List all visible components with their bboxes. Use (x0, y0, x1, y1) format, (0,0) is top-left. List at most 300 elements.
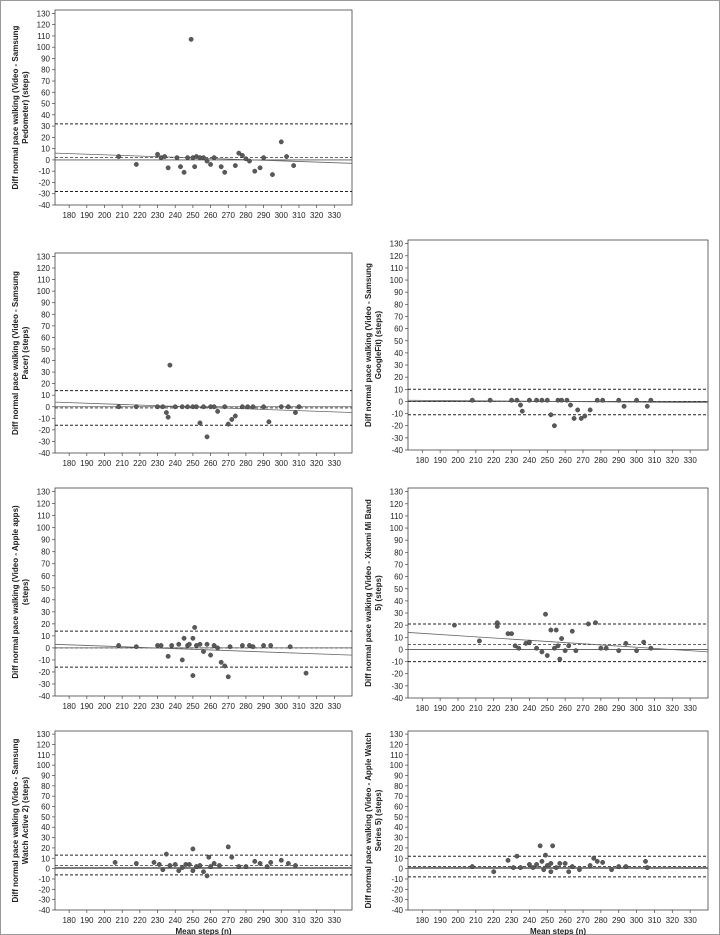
data-point (185, 405, 189, 409)
chart-panel-4 (11, 488, 352, 711)
y-tick-label: 40 (394, 596, 403, 606)
data-point (212, 861, 216, 865)
data-point (583, 414, 587, 418)
data-point (518, 403, 522, 407)
x-tick-label: 310 (292, 211, 306, 220)
y-tick-label: 30 (41, 607, 50, 617)
data-point (134, 405, 138, 409)
y-tick-label: 90 (41, 54, 50, 64)
x-tick-label: 200 (451, 456, 465, 465)
data-point (201, 405, 205, 409)
x-tick-label: 270 (221, 459, 235, 468)
y-tick-label: 10 (394, 633, 403, 643)
y-tick-label: 0 (45, 155, 50, 165)
x-tick-label: 220 (133, 211, 147, 220)
data-point (649, 398, 653, 402)
y-axis-label-line: (steps) (21, 578, 30, 606)
data-point (291, 163, 295, 167)
data-point (230, 417, 234, 421)
y-tick-label: 0 (398, 645, 403, 655)
data-point (152, 860, 156, 864)
y-tick-label: 60 (41, 802, 50, 812)
data-point (270, 172, 274, 176)
data-point (545, 653, 549, 657)
x-tick-label: 320 (665, 916, 679, 925)
y-axis-label-line: Diff normal pace walking (Video - Apple apps) (11, 505, 20, 679)
x-tick-label: 330 (683, 456, 697, 465)
y-tick-label: -10 (38, 414, 50, 424)
y-tick-label: 30 (394, 833, 403, 843)
data-point (166, 166, 170, 170)
y-tick-label: 110 (37, 750, 50, 760)
data-point (173, 862, 177, 866)
x-tick-label: 180 (415, 916, 429, 925)
data-point (223, 664, 227, 668)
data-point (495, 624, 499, 628)
data-point (477, 639, 481, 643)
data-point (194, 405, 198, 409)
x-tick-label: 280 (239, 211, 253, 220)
data-point (540, 650, 544, 654)
plot-area (408, 240, 708, 450)
x-tick-label: 250 (540, 456, 554, 465)
x-tick-label: 220 (133, 702, 147, 711)
data-point (577, 867, 581, 871)
chart-panel-2 (11, 252, 352, 468)
data-point (645, 404, 649, 408)
data-point (527, 640, 531, 644)
y-tick-label: 40 (394, 348, 403, 358)
data-point (509, 631, 513, 635)
data-point (558, 657, 562, 661)
data-point (470, 398, 474, 402)
data-point (230, 855, 234, 859)
x-tick-label: 330 (327, 459, 342, 468)
x-tick-label: 310 (647, 704, 662, 713)
chart-panel-1 (11, 9, 352, 220)
y-tick-label: 70 (41, 77, 50, 87)
y-tick-label: 90 (394, 288, 403, 298)
data-point (509, 398, 513, 402)
y-tick-label: 130 (389, 239, 403, 249)
x-tick-label: 270 (221, 211, 235, 220)
data-point (542, 867, 546, 871)
data-point (268, 643, 272, 647)
data-point (207, 855, 211, 859)
y-tick-label: 120 (389, 740, 403, 750)
y-axis-label-line: Series 5) (steps) (374, 789, 383, 852)
data-point (540, 859, 544, 863)
data-point (166, 415, 170, 419)
data-point (258, 861, 262, 865)
x-tick-label: 320 (309, 916, 324, 925)
data-point (116, 643, 120, 647)
data-point (212, 155, 216, 159)
data-point (205, 435, 209, 439)
x-tick-label: 210 (469, 916, 483, 925)
data-point (268, 860, 272, 864)
data-point (565, 398, 569, 402)
x-tick-label: 240 (168, 702, 182, 711)
y-tick-label: 130 (389, 487, 403, 497)
plot-area (55, 10, 352, 205)
x-tick-label: 240 (522, 916, 537, 925)
data-point (595, 859, 599, 863)
y-tick-label: 10 (41, 144, 50, 154)
y-tick-label: 30 (41, 368, 50, 378)
data-point (288, 645, 292, 649)
data-point (543, 612, 547, 616)
y-tick-label: 30 (394, 361, 403, 371)
data-point (201, 155, 205, 159)
data-point (549, 628, 553, 632)
data-point (134, 645, 138, 649)
data-point (634, 648, 638, 652)
data-point (284, 154, 288, 158)
y-tick-label: 60 (41, 88, 50, 98)
data-point (212, 405, 216, 409)
x-tick-label: 180 (62, 702, 76, 711)
data-point (642, 640, 646, 644)
x-tick-label: 310 (292, 702, 306, 711)
data-point (247, 159, 251, 163)
data-point (297, 405, 301, 409)
x-tick-label: 210 (115, 459, 129, 468)
data-point (649, 646, 653, 650)
y-tick-label: -30 (38, 437, 50, 447)
data-point (600, 860, 604, 864)
y-axis-label-line: Diff normal pace walking (Video - Samsung (364, 263, 373, 427)
data-point (261, 155, 265, 159)
x-axis-label: Mean steps (n) (175, 927, 232, 935)
y-tick-label: -10 (38, 655, 50, 665)
data-point (534, 862, 538, 866)
data-point (226, 422, 230, 426)
y-tick-label: 100 (389, 524, 403, 534)
y-tick-label: 60 (394, 572, 403, 582)
x-tick-label: 190 (80, 702, 94, 711)
data-point (572, 416, 576, 420)
y-axis-label-line: Diff normal pace walking (Video - Samsung (11, 271, 20, 435)
y-tick-label: 100 (36, 43, 50, 53)
data-point (166, 654, 170, 658)
y-tick-label: 60 (41, 333, 50, 343)
x-tick-label: 320 (309, 702, 324, 711)
y-tick-label: -20 (38, 885, 50, 895)
x-tick-label: 180 (415, 704, 429, 713)
y-tick-label: 130 (389, 730, 403, 740)
data-point (645, 865, 649, 869)
y-tick-label: -20 (391, 669, 403, 679)
y-tick-label: 110 (37, 511, 50, 521)
data-point (233, 414, 237, 418)
data-point (588, 408, 592, 412)
y-tick-label: 40 (394, 823, 403, 833)
x-tick-label: 270 (576, 704, 590, 713)
x-tick-label: 290 (256, 702, 271, 711)
x-tick-label: 270 (221, 702, 235, 711)
y-tick-label: 130 (36, 9, 50, 19)
data-point (549, 861, 553, 865)
x-tick-label: 280 (239, 916, 253, 925)
x-tick-label: 220 (487, 704, 501, 713)
chart-panel-7 (364, 730, 708, 935)
data-point (191, 868, 195, 872)
y-tick-label: 40 (41, 823, 50, 833)
data-point (223, 405, 227, 409)
y-tick-label: 40 (41, 595, 50, 605)
data-point (567, 644, 571, 648)
y-tick-label: 120 (36, 20, 50, 30)
chart-panel-3 (364, 240, 708, 465)
y-axis-label-line: Watch Active 2) (steps) (21, 776, 30, 865)
data-point (205, 159, 209, 163)
data-point (549, 413, 553, 417)
x-tick-label: 300 (274, 916, 288, 925)
data-point (520, 409, 524, 413)
chart-panel-6 (11, 730, 352, 935)
data-point (237, 864, 241, 868)
x-tick-label: 330 (327, 702, 342, 711)
y-tick-label: 60 (394, 324, 403, 334)
data-point (559, 398, 563, 402)
data-point (609, 867, 613, 871)
y-tick-label: 40 (41, 110, 50, 120)
data-point (185, 155, 189, 159)
plot-area (55, 731, 352, 910)
data-point (191, 673, 195, 677)
data-point (261, 405, 265, 409)
x-tick-label: 240 (168, 916, 182, 925)
y-tick-label: 0 (45, 643, 50, 653)
x-tick-label: 290 (612, 456, 626, 465)
y-tick-label: 100 (389, 276, 403, 286)
data-point (563, 648, 567, 652)
x-tick-label: 220 (133, 459, 147, 468)
data-point (558, 861, 562, 865)
y-tick-label: -30 (391, 433, 403, 443)
data-point (600, 398, 604, 402)
data-point (599, 646, 603, 650)
y-tick-label: 20 (394, 621, 403, 631)
x-tick-label: 210 (469, 456, 483, 465)
x-tick-label: 260 (203, 916, 218, 925)
data-point (155, 152, 159, 156)
x-tick-label: 200 (97, 702, 112, 711)
data-point (286, 861, 290, 865)
y-tick-label: 90 (41, 298, 50, 308)
data-point (240, 405, 244, 409)
x-tick-label: 290 (256, 916, 271, 925)
y-tick-label: -10 (391, 409, 403, 419)
data-point (205, 642, 209, 646)
y-tick-label: 120 (36, 264, 50, 274)
y-tick-label: -40 (38, 692, 50, 701)
data-point (617, 864, 621, 868)
x-tick-label: 330 (327, 916, 342, 925)
x-tick-label: 200 (451, 704, 465, 713)
x-tick-label: 260 (558, 916, 572, 925)
data-point (570, 864, 574, 868)
x-tick-label: 230 (150, 702, 165, 711)
x-tick-label: 330 (683, 704, 697, 713)
y-axis-label-line: Pacer) (steps) (21, 326, 30, 380)
x-tick-label: 310 (647, 456, 662, 465)
x-tick-label: 200 (97, 211, 112, 220)
x-tick-label: 210 (115, 916, 129, 925)
x-tick-label: 250 (186, 211, 200, 220)
data-point (540, 398, 544, 402)
y-axis-label (11, 25, 30, 189)
x-tick-label: 210 (115, 211, 129, 220)
x-tick-label: 270 (576, 916, 590, 925)
y-tick-label: 100 (36, 287, 50, 297)
y-tick-label: -30 (38, 895, 50, 905)
x-tick-label: 240 (168, 211, 182, 220)
y-tick-label: -30 (38, 189, 50, 199)
y-tick-label: -40 (38, 201, 50, 210)
data-point (304, 671, 308, 675)
data-point (226, 845, 230, 849)
x-tick-label: 300 (274, 459, 288, 468)
x-tick-label: 310 (647, 916, 662, 925)
x-tick-label: 300 (274, 211, 288, 220)
data-point (527, 398, 531, 402)
data-point (534, 398, 538, 402)
data-point (568, 403, 572, 407)
plot-area (55, 253, 352, 453)
data-point (189, 37, 193, 41)
x-tick-label: 230 (504, 704, 519, 713)
x-tick-label: 270 (221, 916, 235, 925)
y-tick-label: 10 (41, 391, 50, 401)
x-tick-label: 240 (168, 459, 182, 468)
x-tick-label: 330 (327, 211, 342, 220)
data-point (168, 363, 172, 367)
y-axis-label (11, 738, 30, 902)
trend-line (408, 632, 708, 651)
y-tick-label: 40 (41, 356, 50, 366)
y-tick-label: 100 (36, 523, 50, 533)
x-tick-label: 220 (133, 916, 147, 925)
x-tick-label: 220 (487, 916, 501, 925)
data-point (586, 622, 590, 626)
x-tick-label: 250 (186, 702, 200, 711)
x-tick-label: 290 (612, 704, 626, 713)
data-point (182, 170, 186, 174)
y-tick-label: 60 (41, 571, 50, 581)
x-tick-label: 200 (451, 916, 465, 925)
y-tick-label: 50 (394, 812, 403, 822)
x-tick-label: 200 (97, 916, 112, 925)
x-tick-label: 230 (150, 459, 165, 468)
data-point (226, 675, 230, 679)
y-tick-label: 0 (398, 397, 403, 407)
data-point (180, 405, 184, 409)
data-point (215, 409, 219, 413)
data-point (164, 852, 168, 856)
y-axis-label-line: 5) (steps) (374, 575, 383, 611)
data-point (452, 623, 456, 627)
data-point (492, 870, 496, 874)
data-point (205, 874, 209, 878)
y-tick-label: 20 (394, 843, 403, 853)
y-tick-label: -20 (38, 667, 50, 677)
y-tick-label: 80 (41, 65, 50, 75)
x-tick-label: 180 (62, 211, 76, 220)
x-tick-label: 280 (239, 459, 253, 468)
y-tick-label: 90 (41, 771, 50, 781)
x-tick-label: 300 (629, 456, 644, 465)
y-tick-label: 80 (41, 310, 50, 320)
data-point (116, 405, 120, 409)
y-tick-label: -10 (38, 874, 50, 884)
data-point (570, 629, 574, 633)
data-point (187, 642, 191, 646)
y-tick-label: -20 (38, 178, 50, 188)
y-tick-label: 110 (390, 750, 403, 760)
x-tick-label: 230 (504, 916, 519, 925)
data-point (258, 166, 262, 170)
data-point (261, 643, 265, 647)
x-tick-label: 280 (594, 916, 608, 925)
x-tick-label: 180 (62, 459, 76, 468)
x-tick-label: 260 (203, 702, 218, 711)
data-point (567, 870, 571, 874)
y-tick-label: 50 (41, 583, 50, 593)
x-tick-label: 280 (594, 704, 608, 713)
data-point (219, 164, 223, 168)
data-point (267, 420, 271, 424)
y-tick-label: -40 (38, 449, 50, 458)
data-point (192, 164, 196, 168)
y-tick-label: 120 (36, 740, 50, 750)
data-point (293, 863, 297, 867)
data-point (265, 864, 269, 868)
x-tick-label: 230 (150, 916, 165, 925)
x-tick-label: 250 (186, 459, 200, 468)
y-tick-label: 30 (41, 833, 50, 843)
data-point (162, 154, 166, 158)
data-point (511, 865, 515, 869)
data-point (517, 646, 521, 650)
x-tick-label: 280 (239, 702, 253, 711)
x-tick-label: 260 (558, 704, 572, 713)
y-tick-label: -40 (391, 906, 403, 915)
data-point (201, 649, 205, 653)
y-tick-label: 70 (41, 321, 50, 331)
x-tick-label: 320 (309, 459, 324, 468)
x-tick-label: 180 (415, 456, 429, 465)
x-tick-label: 230 (150, 211, 165, 220)
x-tick-label: 240 (522, 704, 537, 713)
y-tick-label: 120 (389, 499, 403, 509)
data-point (286, 405, 290, 409)
y-tick-label: 80 (394, 548, 403, 558)
data-point (554, 628, 558, 632)
x-tick-label: 190 (80, 211, 94, 220)
data-point (549, 870, 553, 874)
data-point (588, 863, 592, 867)
y-tick-label: 130 (36, 487, 50, 497)
y-axis-label (364, 499, 383, 687)
y-tick-label: 110 (390, 511, 403, 521)
y-axis-label (364, 733, 383, 909)
y-tick-label: 50 (394, 336, 403, 346)
y-tick-label: 130 (36, 252, 50, 262)
data-point (527, 862, 531, 866)
data-point (253, 859, 257, 863)
